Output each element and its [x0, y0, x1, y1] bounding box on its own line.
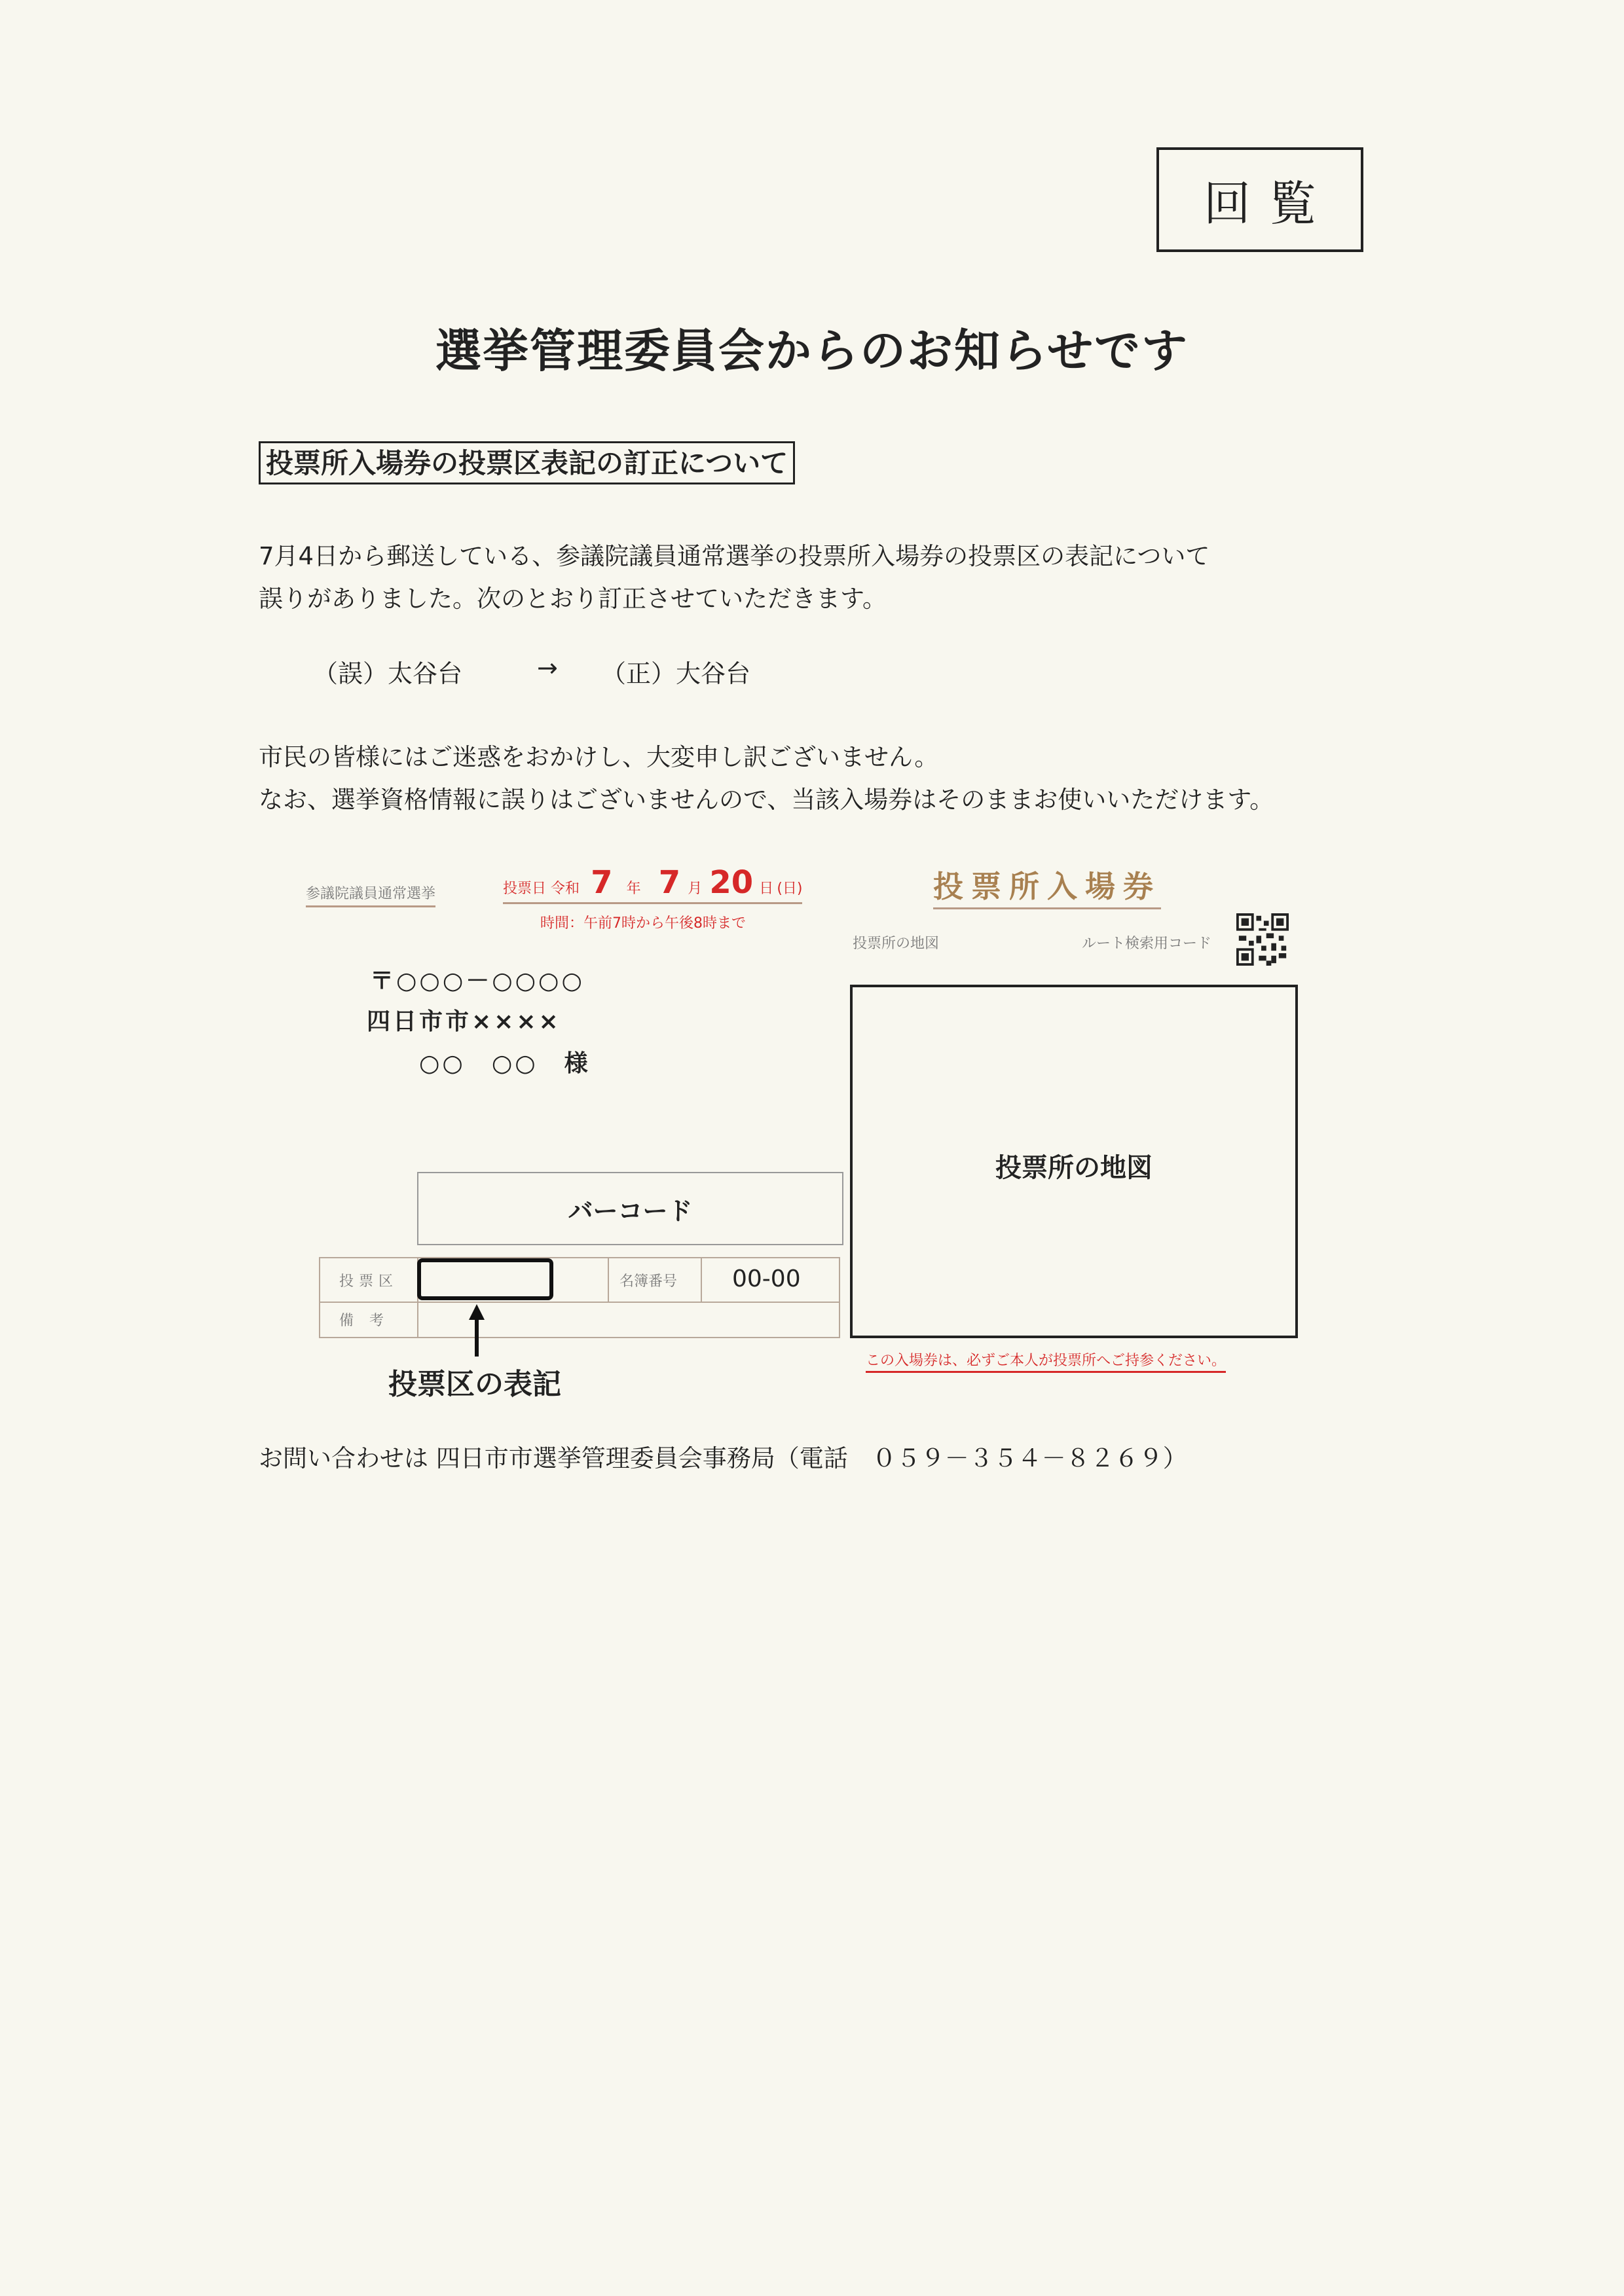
pointer-arrow-icon: [464, 1304, 490, 1357]
register-value: 00-00: [732, 1266, 801, 1292]
intro-line-1: 7月4日から郵送している、参議院議員通常選挙の投票所入場券の投票区の表記について: [259, 542, 1210, 570]
weekday: (日): [777, 881, 803, 897]
address: 四日市市××××: [367, 1008, 561, 1035]
contact-info: お問い合わせは 四日市市選挙管理委員会事務局（電話 ０５９－３５４－８２６９）: [259, 1444, 1187, 1472]
map-caption: 投票所の地図: [853, 936, 940, 952]
district-label: 投票区: [339, 1273, 399, 1290]
day: 20: [709, 864, 754, 901]
page-title: 選挙管理委員会からのお知らせです: [435, 324, 1189, 378]
month: 7: [658, 864, 681, 901]
voting-day-label: 投票日 令和: [503, 881, 580, 897]
qr-code-icon: [1236, 913, 1289, 966]
day-unit: 日: [759, 881, 774, 897]
correct-name: （正）大谷台: [601, 659, 751, 688]
voting-date: [503, 864, 802, 904]
barcode-box: [417, 1172, 843, 1245]
barcode-label: バーコード: [568, 1196, 693, 1226]
district-highlight-box: [417, 1258, 553, 1300]
apology-line-1: 市民の皆様にはご迷惑をおかけし、大変申し訳ございません。: [259, 743, 939, 771]
map-box-label: 投票所の地図: [995, 1153, 1153, 1183]
era-year: 7: [591, 864, 613, 901]
voting-hours: 時間：午前7時から午後8時まで: [540, 915, 746, 932]
table-divider: [319, 1302, 840, 1303]
circulation-stamp: 回覧: [1156, 147, 1363, 252]
district-pointer-label: 投票区の表記: [388, 1368, 561, 1401]
year-unit: 年: [626, 881, 641, 897]
arrow-icon: →: [537, 653, 558, 682]
route-code-label: ルート検索用コード: [1082, 936, 1212, 952]
month-unit: 月: [688, 881, 703, 897]
postal-code: 〒○○○－○○○○: [370, 968, 585, 994]
ticket-notice: この入場券は、必ずご本人が投票所へご持参ください。: [866, 1349, 1226, 1373]
apology-line-2: なお、選挙資格情報に誤りはございませんので、当該入場券はそのままお使いいただけます。: [259, 786, 1274, 814]
wrong-name: （誤）太谷台: [313, 659, 463, 688]
ticket-title: 投票所入場券: [933, 863, 1161, 909]
recipient-name: ○○ ○○ 様: [419, 1050, 591, 1077]
table-divider: [701, 1257, 702, 1302]
remarks-label: 備考: [339, 1313, 400, 1329]
table-divider: [608, 1257, 609, 1302]
register-label: 名簿番号: [619, 1273, 678, 1290]
intro-line-2: 誤りがありました。次のとおり訂正させていただきます。: [259, 585, 887, 613]
election-name: 参議院議員通常選挙: [306, 883, 435, 907]
section-heading: 投票所入場券の投票区表記の訂正について: [259, 441, 795, 484]
